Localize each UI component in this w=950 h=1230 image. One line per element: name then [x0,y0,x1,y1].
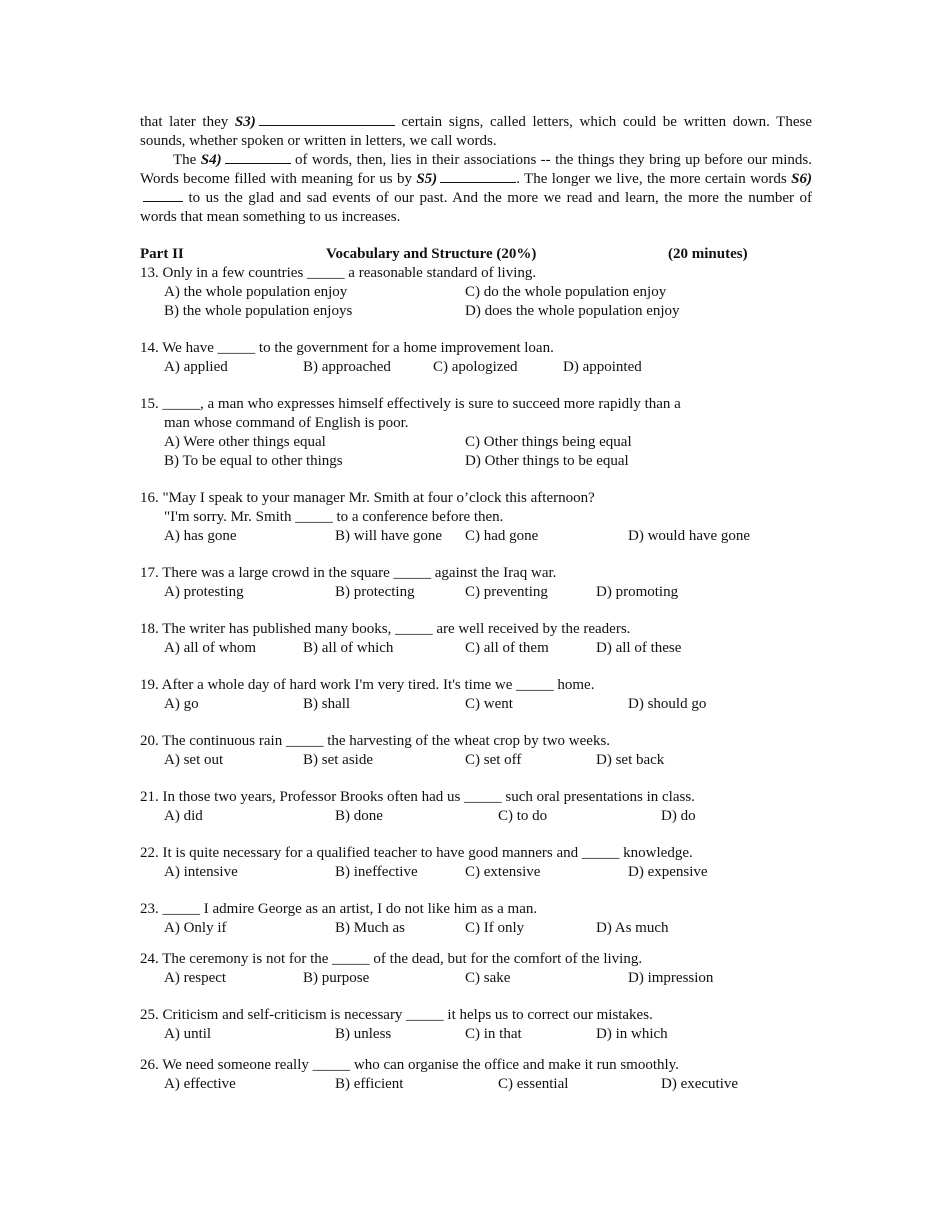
options-row [164,583,812,602]
option-b[interactable]: B) Much as [335,920,405,936]
options-row [164,452,812,471]
options-row [164,358,812,377]
question-stem: 19. After a whole day of hard work I'm very tired. It's time we _____ home. [140,677,595,693]
option-d[interactable]: D) Other things to be equal [465,453,629,469]
question-stem: 13. Only in a few countries _____ a reasonable standard of living. [140,265,537,281]
question-18 [140,620,812,658]
question-stem: 26. We need someone really _____ who can organise the office and make it run smoothly. [140,1057,679,1073]
blank-s5 [416,171,516,187]
passage-text: certain signs, called letters, which could be written down. These sounds, whether spoken or written in letters, we call words. [140,114,812,149]
part-time: (20 minutes) [668,246,748,262]
option-b[interactable]: B) ineffective [335,864,418,880]
option-a[interactable]: A) intensive [164,864,238,880]
option-b[interactable]: B) purpose [303,970,370,986]
option-b[interactable]: B) protecting [335,584,415,600]
option-b[interactable]: B) efficient [335,1076,404,1092]
blank-label: S4) [200,152,222,168]
passage-text: of words, then, lies in their associations -- the things they bring up before our minds. Words become filled with meaning for us by [140,152,813,187]
option-c[interactable]: C) in that [465,1026,522,1042]
options-row [164,751,812,770]
option-c[interactable]: C) Other things being equal [465,434,632,450]
option-d[interactable]: D) executive [661,1076,739,1092]
passage-text: . The longer we live, the more certain words [516,171,787,187]
question-24 [140,950,812,988]
passage-text: The [173,152,197,168]
question-16 [140,489,812,546]
options-row [164,302,812,321]
blank-label: S3) [234,114,256,130]
option-d[interactable]: D) As much [596,920,669,936]
option-a[interactable]: A) protesting [164,584,244,600]
option-a[interactable]: A) all of whom [164,640,257,656]
options-row [164,639,812,658]
option-b[interactable]: B) the whole population enjoys [164,303,353,319]
option-b[interactable]: B) will have gone [335,528,443,544]
question-15 [140,395,812,471]
option-c[interactable]: C) extensive [465,864,541,880]
passage-text: that later they [140,114,229,130]
option-d[interactable]: D) do [661,808,696,824]
question-stem: 18. The writer has published many books, _____ are well received by the readers. [140,621,631,637]
blank-line [143,189,183,202]
question-stem: 15. _____, a man who expresses himself effectively is sure to succeed more rapidly than a [140,396,681,412]
blank-label: S5) [416,171,438,187]
option-c[interactable]: C) preventing [465,584,548,600]
question-stem: 17. There was a large crowd in the square _____ against the Iraq war. [140,565,557,581]
options-row [164,283,812,302]
passage-text: to us the glad and sad events of our past. And the more we read and learn, the more the number of words that mean something to us increases. [140,190,813,225]
question-22 [140,844,812,882]
option-d[interactable]: D) in which [596,1026,668,1042]
option-c[interactable]: C) to do [498,808,548,824]
question-stem: 25. Criticism and self-criticism is necessary _____ it helps us to correct our mistakes. [140,1007,653,1023]
question-stem: 14. We have _____ to the government for a home improvement loan. [140,340,554,356]
option-b[interactable]: B) set aside [303,752,373,768]
blank-line [259,113,395,126]
question-stem-continued: man whose command of English is poor. [164,415,409,431]
option-a[interactable]: A) the whole population enjoy [164,284,348,300]
question-13 [140,264,812,321]
part-name: Part II [140,246,184,262]
passage-paragraph-1 [140,113,812,151]
option-c[interactable]: C) If only [465,920,525,936]
option-d[interactable]: D) expensive [628,864,708,880]
option-c[interactable]: C) all of them [465,640,549,656]
question-23 [140,900,812,938]
option-d[interactable]: D) promoting [596,584,679,600]
blank-label: S6) [791,171,812,187]
question-stem: 21. In those two years, Professor Brooks often had us _____ such oral presentations in class. [140,789,695,805]
options-row [164,807,812,826]
option-d[interactable]: D) should go [628,696,707,712]
option-c[interactable]: C) had gone [465,528,539,544]
blank-s4 [201,152,291,168]
option-d[interactable]: D) appointed [563,359,642,375]
options-row [164,919,812,938]
options-row [164,969,812,988]
option-a[interactable]: A) did [164,808,203,824]
blank-line [225,151,291,164]
option-c[interactable]: C) apologized [433,359,518,375]
option-b[interactable]: B) all of which [303,640,394,656]
option-a[interactable]: A) effective [164,1076,236,1092]
question-stem: 20. The continuous rain _____ the harvesting of the wheat crop by two weeks. [140,733,611,749]
option-a[interactable]: A) go [164,696,199,712]
question-26 [140,1056,812,1094]
question-stem-continued: "I'm sorry. Mr. Smith _____ to a conference before then. [164,509,504,525]
exam-page [140,113,812,1094]
question-stem: 24. The ceremony is not for the _____ of the dead, but for the comfort of the living. [140,951,643,967]
option-b[interactable]: B) done [335,808,383,824]
question-stem: 23. _____ I admire George as an artist, I do not like him as a man. [140,901,538,917]
options-row [164,1075,812,1094]
blank-line [440,170,516,183]
option-b[interactable]: B) unless [335,1026,392,1042]
question-17 [140,564,812,602]
question-stem: 16. "May I speak to your manager Mr. Smith at four o’clock this afternoon? [140,490,595,506]
passage-paragraph-2 [140,151,812,227]
options-row [164,695,812,714]
option-c[interactable]: C) went [465,696,513,712]
part-title: Vocabulary and Structure (20%) [326,246,537,262]
option-d[interactable]: D) all of these [596,640,682,656]
question-14 [140,339,812,377]
question-19 [140,676,812,714]
options-row [164,527,812,546]
option-a[interactable]: A) Were other things equal [164,434,326,450]
question-20 [140,732,812,770]
question-stem: 22. It is quite necessary for a qualified teacher to have good manners and _____ knowledge. [140,845,693,861]
option-c[interactable]: C) set off [465,752,522,768]
options-row [164,863,812,882]
option-a[interactable]: A) until [164,1026,212,1042]
option-b[interactable]: B) shall [303,696,351,712]
option-b[interactable]: B) To be equal to other things [164,453,343,469]
option-a[interactable]: A) Only if [164,920,227,936]
option-a[interactable]: A) has gone [164,528,237,544]
options-row [164,1025,812,1044]
option-d[interactable]: D) does the whole population enjoy [465,303,680,319]
option-d[interactable]: D) set back [596,752,665,768]
option-d[interactable]: D) impression [628,970,714,986]
option-b[interactable]: B) approached [303,359,391,375]
question-21 [140,788,812,826]
option-c[interactable]: C) sake [465,970,511,986]
blank-s3 [235,114,395,130]
option-c[interactable]: C) essential [498,1076,569,1092]
option-a[interactable]: A) respect [164,970,227,986]
option-d[interactable]: D) would have gone [628,528,751,544]
option-a[interactable]: A) set out [164,752,224,768]
options-row [164,433,812,452]
part-heading [140,245,812,264]
option-a[interactable]: A) applied [164,359,228,375]
question-25 [140,1006,812,1044]
option-c[interactable]: C) do the whole population enjoy [465,284,667,300]
